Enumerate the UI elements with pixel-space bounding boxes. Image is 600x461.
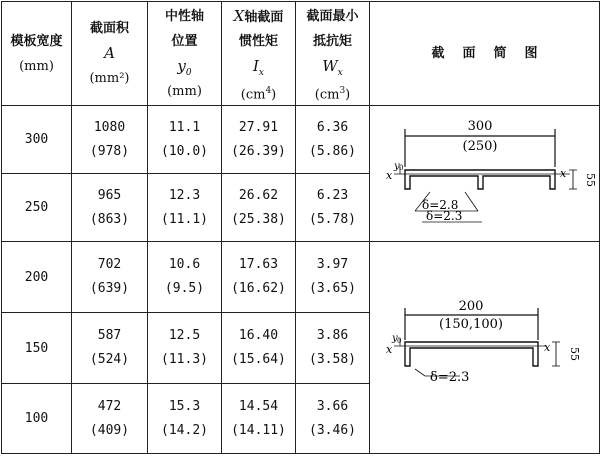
wx-value: 3.97	[316, 257, 349, 272]
area-cell	[72, 174, 148, 242]
ix-value: 26.62	[238, 187, 279, 203]
wx-value: 6.36	[316, 119, 349, 135]
header-neutral-axis	[148, 2, 222, 106]
diagram1-thickness1: δ=2.8	[422, 197, 459, 212]
diagram1-width-alt-label: (250)	[462, 138, 498, 154]
ix-alt-value: (16.62)	[231, 281, 286, 296]
header-diagram	[370, 2, 600, 106]
area-value: 587	[97, 328, 122, 343]
ix-value: 17.63	[238, 257, 279, 272]
header-inertia-symbol	[222, 54, 295, 79]
width-cell: 300	[2, 106, 72, 174]
modulus-unit-pre: (cm	[314, 86, 340, 102]
modulus-symbol-letter: W	[322, 56, 338, 75]
diagram1-axis-x-left: x	[386, 168, 393, 182]
ix-alt-value: (25.38)	[231, 211, 286, 227]
area-value: 965	[97, 187, 122, 203]
width-cell: 150	[2, 313, 72, 384]
area-value: 472	[97, 398, 122, 414]
inertia-unit-pre: (cm	[240, 86, 266, 102]
wx-cell	[296, 106, 370, 174]
ix-cell	[222, 174, 296, 242]
wx-cell	[296, 174, 370, 242]
y0-cell	[148, 242, 222, 313]
y0-alt-value: (10.0)	[161, 143, 208, 159]
ix-value: 16.40	[238, 328, 279, 343]
header-inertia-unit	[222, 79, 295, 104]
wx-cell	[296, 242, 370, 313]
section-diagram-1	[370, 107, 598, 241]
header-neutral-line1: 中性轴	[164, 8, 204, 24]
table-row	[2, 242, 600, 313]
header-area-symbol: A	[104, 44, 115, 62]
section-outline-1	[405, 170, 555, 189]
width-cell: 100	[2, 384, 72, 454]
wx-value: 6.23	[316, 187, 349, 203]
wx-alt-value: (5.86)	[309, 143, 356, 159]
diagram2-thickness: δ=2.3	[430, 369, 470, 385]
neutral-symbol-sub: 0	[185, 67, 192, 78]
y0-value: 12.5	[168, 328, 201, 343]
wx-value: 3.66	[316, 398, 349, 414]
wx-cell	[296, 313, 370, 384]
header-inertia-line2: 惯性矩	[238, 33, 278, 49]
wx-cell	[296, 384, 370, 454]
diagram2-width-label: 200	[458, 298, 484, 314]
diagram1-thickness2: δ=2.3	[426, 208, 463, 223]
header-modulus	[296, 2, 370, 106]
y0-alt-value: (9.5)	[164, 281, 205, 296]
neutral-symbol-letter: y	[177, 56, 186, 75]
header-modulus-unit	[296, 79, 369, 104]
diagram1-width-label: 300	[467, 118, 493, 134]
y0-value: 15.3	[168, 398, 201, 414]
section-properties-table	[1, 1, 600, 454]
wx-alt-value: (5.78)	[309, 211, 356, 227]
y0-alt-value: (11.1)	[161, 211, 208, 227]
header-diagram-title: 截面简图	[431, 46, 556, 61]
ix-cell	[222, 313, 296, 384]
table-row	[2, 106, 600, 174]
width-cell: 200	[2, 242, 72, 313]
area-cell	[72, 242, 148, 313]
header-area	[72, 2, 148, 106]
header-inertia	[222, 2, 296, 106]
width-cell: 250	[2, 174, 72, 242]
wx-alt-value: (3.58)	[309, 352, 356, 367]
header-area-unit: (mm²)	[89, 71, 130, 86]
ix-alt-value: (15.64)	[231, 352, 286, 367]
inertia-symbol-sub: x	[258, 67, 264, 78]
area-alt-value: (978)	[89, 143, 130, 159]
area-value: 1080	[93, 119, 126, 135]
modulus-unit-sup: 3	[339, 85, 346, 96]
header-neutral-symbol	[148, 54, 221, 79]
header-width-title: 模板宽度	[10, 33, 63, 49]
ix-cell	[222, 106, 296, 174]
diagram1-axis-x-right: x	[560, 166, 567, 180]
section-diagram-2	[370, 248, 598, 448]
inertia-unit-sup: 4	[265, 85, 272, 96]
wx-value: 3.86	[316, 328, 349, 343]
y0-value: 10.6	[168, 257, 201, 272]
inertia-line1-text: 轴截面	[244, 9, 284, 25]
y0-cell	[148, 174, 222, 242]
y0-alt-value: (11.3)	[161, 352, 208, 367]
area-alt-value: (524)	[89, 352, 130, 367]
ix-value: 14.54	[238, 398, 279, 414]
header-modulus-line1: 截面最小	[306, 8, 359, 24]
header-width-unit: (mm)	[19, 58, 54, 74]
inertia-symbol-letter: I	[252, 56, 259, 75]
area-value: 702	[97, 257, 122, 272]
ix-value: 27.91	[238, 119, 279, 135]
header-modulus-line2: 抵抗矩	[312, 33, 352, 49]
y0-value: 12.3	[168, 187, 201, 203]
ix-alt-value: (14.11)	[231, 422, 286, 438]
wx-alt-value: (3.46)	[309, 422, 356, 438]
diagram2-axis-x-right: x	[544, 340, 551, 354]
section-diagram-2-cell	[370, 242, 600, 454]
ix-alt-value: (26.39)	[231, 143, 286, 159]
area-alt-value: (409)	[89, 422, 130, 438]
header-modulus-symbol	[296, 54, 369, 79]
header-neutral-line2: 位置	[171, 33, 198, 49]
y0-value: 11.1	[168, 119, 201, 135]
y0-cell	[148, 106, 222, 174]
header-neutral-unit: (mm)	[167, 83, 202, 99]
modulus-unit-post: )	[345, 86, 351, 102]
diagram1-height-label: 55	[584, 172, 597, 187]
diagram2-height-label: 55	[568, 346, 581, 361]
y0-cell	[148, 384, 222, 454]
diagram2-axis-x-left: x	[386, 342, 393, 356]
area-alt-value: (639)	[89, 281, 130, 296]
area-cell	[72, 313, 148, 384]
diagram2-axis-y: y	[392, 332, 398, 344]
y0-alt-value: (14.2)	[161, 422, 208, 438]
header-area-title: 截面积	[89, 21, 129, 36]
diagram1-axis-y: y	[394, 160, 400, 172]
area-cell	[72, 384, 148, 454]
header-row	[2, 2, 600, 106]
header-inertia-line1	[222, 4, 295, 29]
ix-cell	[222, 384, 296, 454]
section-diagram-1-cell	[370, 106, 600, 242]
inertia-axis-letter: X	[233, 6, 245, 25]
area-alt-value: (863)	[89, 211, 130, 227]
modulus-symbol-sub: x	[337, 67, 343, 78]
area-cell	[72, 106, 148, 174]
wx-alt-value: (3.65)	[309, 281, 356, 296]
y0-cell	[148, 313, 222, 384]
diagram2-axis-y-sub: 0	[397, 336, 402, 345]
diagram1-axis-y-sub: 0	[399, 163, 404, 172]
ix-cell	[222, 242, 296, 313]
inertia-unit-post: )	[271, 86, 277, 102]
diagram2-width-alt-label: (150,100)	[439, 316, 503, 332]
header-width	[2, 2, 72, 106]
